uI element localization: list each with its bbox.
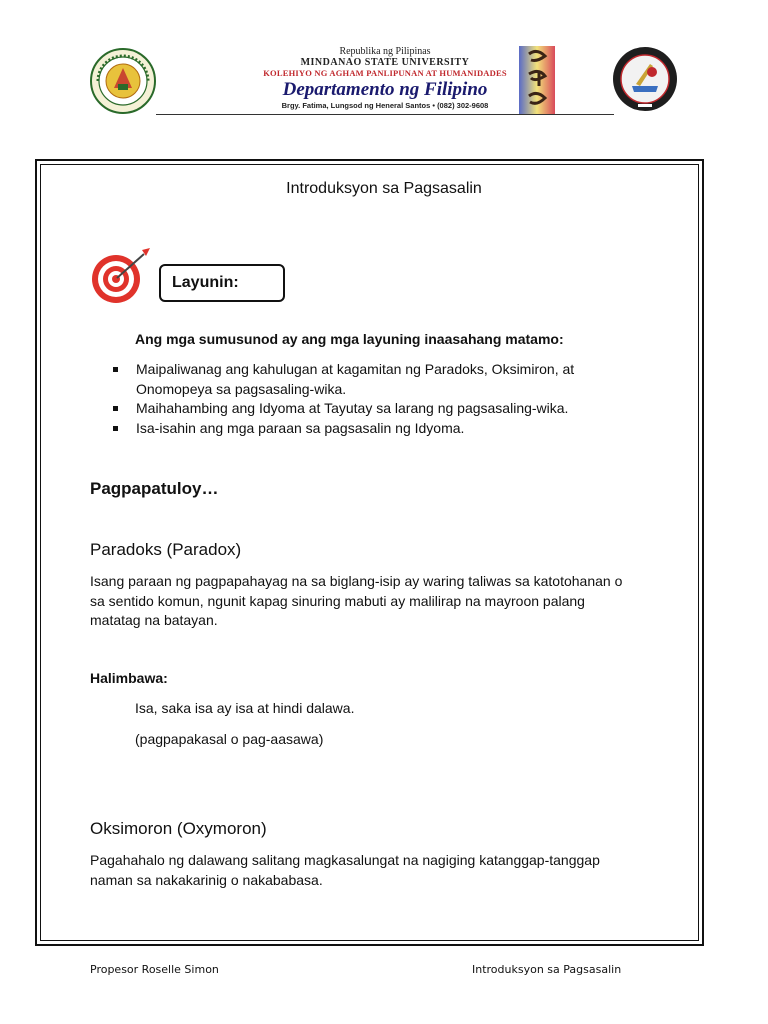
objectives-list: [113, 360, 633, 438]
department-seal-logo: [612, 46, 678, 112]
paradoks-heading: Paradoks (Paradox): [90, 540, 242, 559]
footer-author: Propesor Roselle Simon: [90, 963, 219, 976]
msu-seal-logo: [90, 48, 156, 114]
college-name: KOLEHIYO NG AGHAM PANLIPUNAN AT HUMANIDADES: [263, 68, 507, 78]
layunin-label: Layunin:: [172, 274, 239, 291]
bullet-icon: [113, 367, 118, 372]
list-item: Maihahambing ang Idyoma at Tayutay sa larang ng pagsasaling-wika.: [113, 399, 633, 419]
oksimoron-definition: Pagahahalo ng dalawang salitang magkasalungat na nagiging katanggap-tanggap naman sa nakakarinig o nakababasa.: [90, 852, 600, 888]
paradoks-definition: Isang paraan ng pagpapahayag na sa biglang-isip ay waring taliwas sa katotohanan o sa sentido komun, ngunit kapag sinuring mabuti ay malilirap na mayroon palang matatag na batayan.: [90, 573, 623, 628]
target-icon: [90, 246, 154, 306]
header-divider: [156, 114, 614, 115]
letterhead: [262, 46, 508, 111]
republika-text: Republika ng Pilipinas: [339, 46, 431, 57]
oksimoron-heading: Oksimoron (Oxymoron): [90, 819, 267, 838]
example-note: (pagpapakasal o pag-aasawa): [135, 731, 324, 747]
list-item: Maipaliwanag ang kahulugan at kagamitan ng Paradoks, Oksimiron, at Onomopeya sa pagsasaling-wika.: [113, 360, 633, 399]
continuation-heading: Pagpapatuloy…: [90, 479, 219, 498]
footer-title: Introduksyon sa Pagsasalin: [472, 963, 622, 976]
lesson-title: Introduksyon sa Pagsasalin: [286, 180, 482, 197]
objectives-intro: Ang mga sumusunod ay ang mga layuning inaasahang matamo:: [135, 331, 564, 347]
list-item: Isa-isahin ang mga paraan sa pagsasalin ng Idyoma.: [113, 419, 633, 439]
example-label: Halimbawa:: [90, 670, 168, 686]
bullet-icon: [113, 426, 118, 431]
example-text: Isa, saka isa ay isa at hindi dalawa.: [135, 700, 355, 716]
university-name: MINDANAO STATE UNIVERSITY: [300, 57, 470, 68]
bullet-icon: [113, 406, 118, 411]
department-name: Departamento ng Filipino: [282, 79, 488, 100]
baybayin-logo: [519, 46, 555, 114]
address-text: Brgy. Fatima, Lungsod ng Heneral Santos • (082) 302-9608: [281, 101, 489, 110]
